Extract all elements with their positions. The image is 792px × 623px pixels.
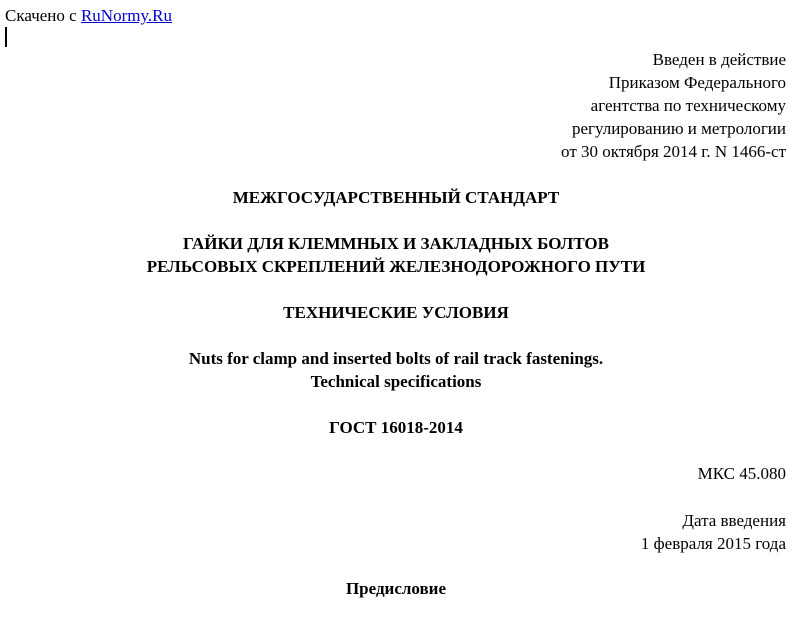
introduction-date-value: 1 февраля 2015 года — [640, 534, 786, 553]
runormy-link[interactable]: RuNormy.Ru — [80, 6, 172, 25]
text-cursor — [5, 27, 7, 47]
mks-code: МКС 45.080 — [697, 464, 786, 483]
introduction-date-label: Дата введения — [682, 511, 786, 530]
document-title-en — [0, 347, 792, 393]
introduction-date — [641, 509, 786, 555]
foreword-heading: Предисловие — [345, 579, 447, 598]
enactment-line-4: регулированию и метрологии — [571, 119, 786, 138]
enactment-note — [561, 48, 786, 163]
gost-number: ГОСТ 16018-2014 — [329, 418, 463, 437]
document-title-en-line-1: Nuts for clamp and inserted bolts of rail track fastenings. — [188, 349, 604, 368]
document-title-ru-line-2: РЕЛЬСОВЫХ СКРЕПЛЕНИЙ ЖЕЛЕЗНОДОРОЖНОГО ПУТИ — [146, 257, 646, 276]
document-title-ru — [0, 232, 792, 278]
document-title-en-line-2: Technical specifications — [310, 372, 482, 391]
enactment-line-1: Введен в действие — [652, 50, 786, 69]
source-line — [5, 4, 172, 27]
interstate-standard-heading: МЕЖГОСУДАРСТВЕННЫЙ СТАНДАРТ — [232, 188, 560, 207]
enactment-line-5: от 30 октября 2014 г. N 1466-ст — [561, 142, 786, 161]
source-prefix: Скачено с — [5, 6, 81, 25]
document-title-ru-line-1: ГАЙКИ ДЛЯ КЛЕММНЫХ И ЗАКЛАДНЫХ БОЛТОВ — [183, 234, 609, 253]
enactment-line-3: агентства по техническому — [590, 96, 786, 115]
enactment-line-2: Приказом Федерального — [608, 73, 786, 92]
technical-conditions-heading: ТЕХНИЧЕСКИЕ УСЛОВИЯ — [283, 303, 509, 322]
